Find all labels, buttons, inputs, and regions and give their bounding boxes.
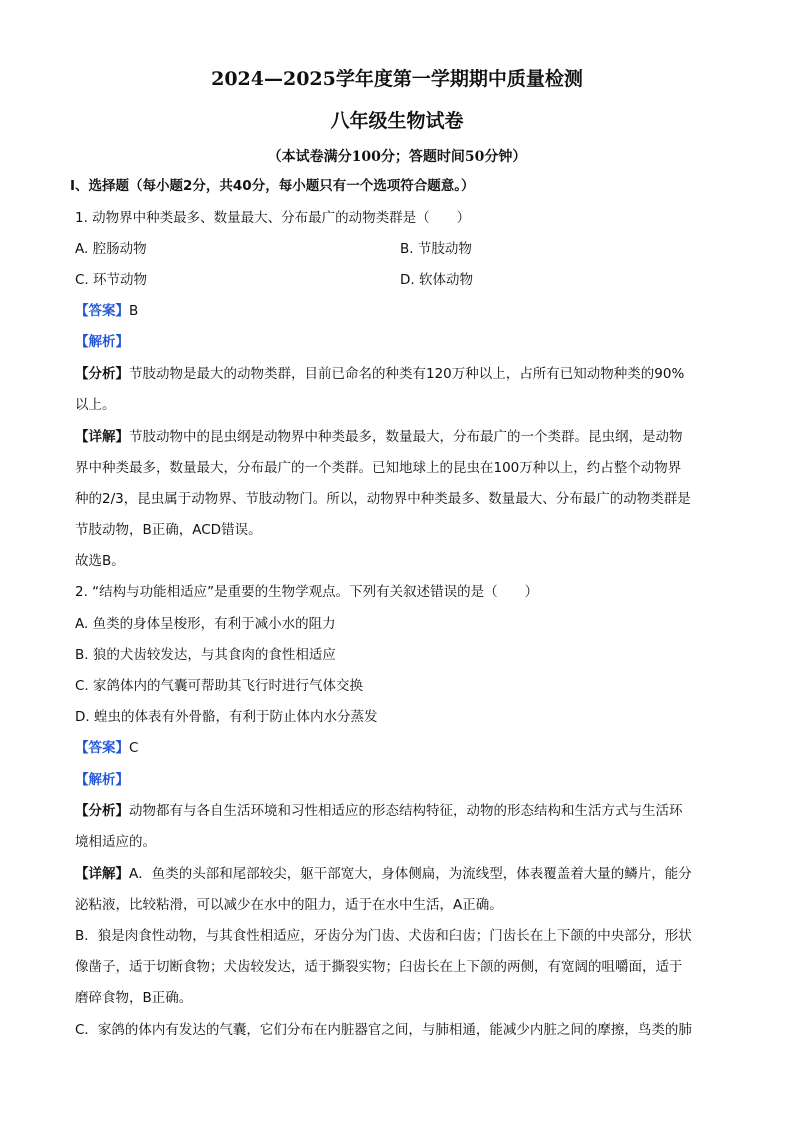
- q2-option-b: B. 狼的犬齿较发达，与其食肉的食性相适应: [75, 647, 336, 663]
- q1-analysis-tag: 【解析】: [75, 334, 129, 350]
- fenxi-tag: 【分析】: [75, 803, 129, 819]
- q2-analysis-tag: 【解析】: [75, 772, 129, 788]
- q2-xiangjie-line: B．狼是肉食性动物，与其食性相适应，牙齿分为门齿、犬齿和臼齿；门齿长在上下颌的中央部分，形状: [75, 928, 692, 944]
- exam-note: （本试卷满分100分；答题时间50分钟）: [267, 149, 527, 165]
- q2-xiangjie-line: 磨碎食物，B正确。: [75, 990, 193, 1006]
- q2-answer: [75, 738, 725, 758]
- xiangjie-tag: 【详解】: [75, 429, 129, 445]
- section-heading: Ⅰ、选择题（每小题2分，共40分，每小题只有一个选项符合题意。）: [70, 178, 475, 194]
- q1-option-b: B. 节肢动物: [400, 241, 472, 257]
- q2-xiangjie-line: C．家鸽的体内有发达的气囊，它们分布在内脏器官之间，与肺相通，能减少内脏之间的摩擦，鸟类的肺: [75, 1022, 692, 1038]
- answer-tag: 【答案】: [75, 303, 129, 319]
- q2-option-a: A. 鱼类的身体呈梭形，有利于减小水的阻力: [75, 616, 336, 632]
- q2-xiangjie-line: 像凿子，适于切断食物；犬齿较发达，适于撕裂实物；臼齿长在上下颌的两侧，有宽阔的咀嚼面，适于: [75, 959, 683, 975]
- q1-fenxi-line: [75, 364, 725, 384]
- q2-fenxi-line: [75, 801, 725, 821]
- fenxi-tag: 【分析】: [75, 366, 129, 382]
- answer-value: B: [129, 303, 139, 319]
- q1-option-d: D. 软体动物: [400, 272, 473, 288]
- fenxi-text: 节肢动物是最大的动物类群，目前已命名的种类有120万种以上，占所有已知动物种类的90%: [129, 366, 685, 382]
- q1-xiangjie-line: 种的2/3，昆虫属于动物界、节肢动物门。所以，动物界中种类最多、数量最大、分布最广的动物类群是: [75, 491, 691, 507]
- fenxi-text: 动物都有与各自生活环境和习性相适应的形态结构特征，动物的形态结构和生活方式与生活环: [129, 803, 683, 819]
- q2-xiangjie-line: [75, 864, 725, 884]
- q2-stem: 2. “结构与功能相适应”是重要的生物学观点。下列有关叙述错误的是（ ）: [75, 584, 539, 600]
- q1-stem: 1. 动物界中种类最多、数量最大、分布最广的动物类群是（ ）: [75, 210, 471, 226]
- xiangjie-text: A．鱼类的头部和尾部较尖，躯干部宽大，身体侧扁，为流线型，体表覆盖着大量的鳞片，能分: [129, 866, 692, 882]
- q1-choice: 故选B。: [75, 553, 125, 569]
- q1-xiangjie-line: [75, 427, 725, 447]
- q1-fenxi-line: 以上。: [75, 397, 116, 413]
- q2-option-d: D. 蝗虫的体表有外骨骼，有利于防止体内水分蒸发: [75, 709, 378, 725]
- q2-xiangjie-line: 泌粘液，比较粘滑，可以减少在水中的阻力，适于在水中生活，A正确。: [75, 897, 503, 913]
- exam-title: 2024—2025学年度第一学期期中质量检测: [211, 68, 583, 90]
- q2-fenxi-line: 境相适应的。: [75, 834, 156, 850]
- q1-option-c: C. 环节动物: [75, 272, 148, 288]
- q1-option-a: A. 腔肠动物: [75, 241, 147, 257]
- q1-xiangjie-line: 节肢动物，B正确，ACD错误。: [75, 522, 262, 538]
- xiangjie-text: 节肢动物中的昆虫纲是动物界中种类最多，数量最大，分布最广的一个类群。昆虫纲，是动物: [129, 429, 683, 445]
- exam-subtitle: 八年级生物试卷: [330, 110, 464, 132]
- xiangjie-tag: 【详解】: [75, 866, 129, 882]
- answer-value: C: [129, 740, 139, 756]
- q1-xiangjie-line: 界中种类最多，数量最大，分布最广的一个类群。已知地球上的昆虫在100万种以上，约占整个动物界: [75, 460, 682, 476]
- q1-answer: [75, 301, 725, 321]
- answer-tag: 【答案】: [75, 740, 129, 756]
- q2-option-c: C. 家鸽体内的气囊可帮助其飞行时进行气体交换: [75, 678, 364, 694]
